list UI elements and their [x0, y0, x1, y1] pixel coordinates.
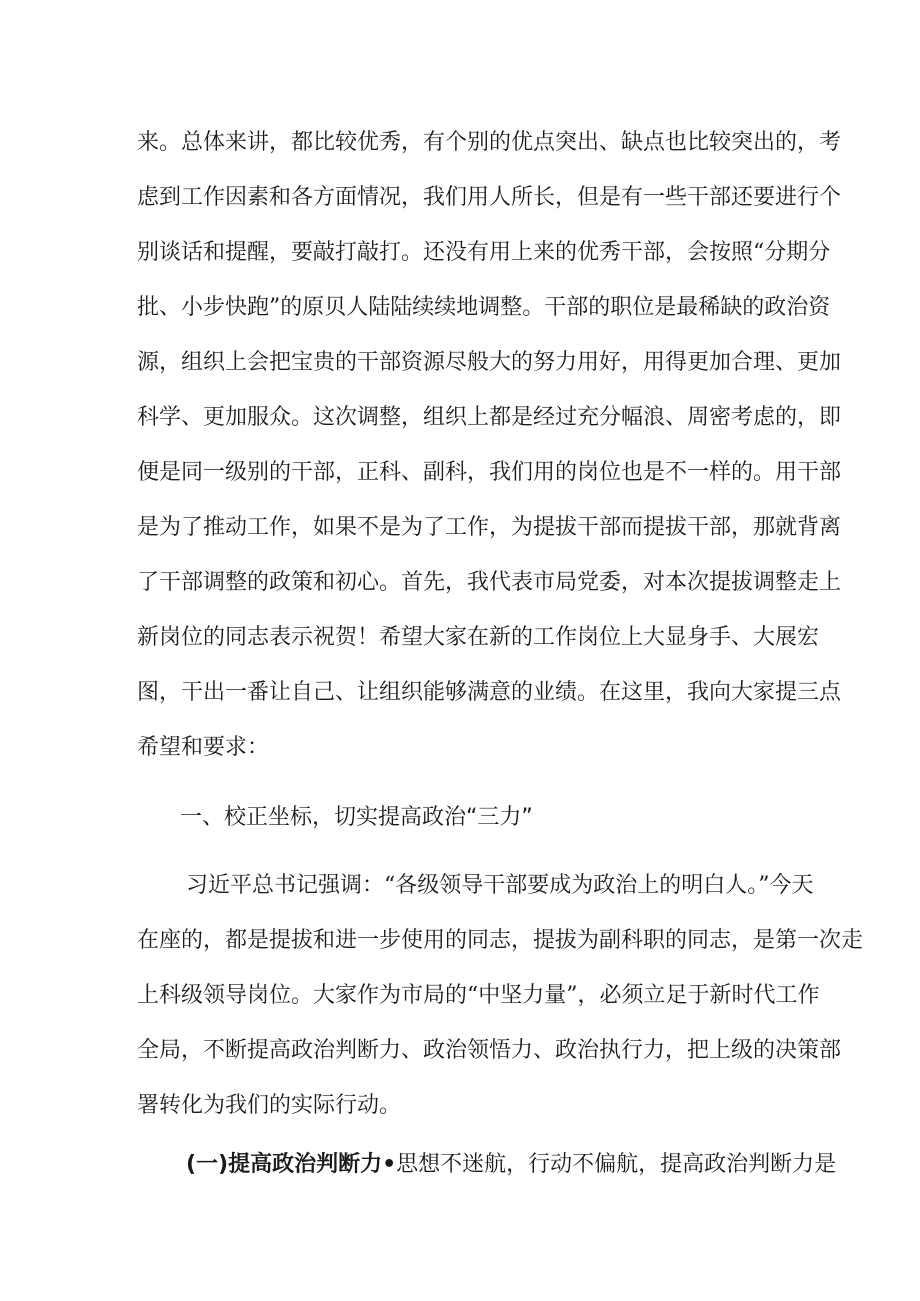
paragraph-line: 图，干出一番让自己、让组织能够满意的业绩。在这里，我向大家提三点	[137, 680, 842, 705]
paragraph-line: 来。总体来讲，都比较优秀，有个别的优点突出、缺点也比较突出的，考	[137, 130, 842, 155]
paragraph-line: 全局，不断提高政治判断力、政治领悟力、政治执行力，把上级的决策部	[137, 1038, 842, 1063]
paragraph-line: 在座的，都是提拔和进一步使用的同志，提拔为副科职的同志，是第一次走	[137, 928, 864, 953]
paragraph-line: 便是同一级别的干部，正科、副科，我们用的岗位也是不一样的。用干部	[137, 460, 842, 485]
subsection-line	[186, 1144, 837, 1184]
paragraph-line: 希望和要求：	[137, 735, 270, 760]
paragraph-line: 别谈话和提醒，要敲打敲打。还没有用上来的优秀干部，会按照“分期分	[137, 240, 831, 265]
paragraph-line: 署转化为我们的实际行动。	[137, 1093, 402, 1118]
paragraph-line: 源，组织上会把宝贵的干部资源尽般大的努力用好，用得更加合理、更加	[137, 350, 842, 375]
subsection-title: (一)提高政治判断力•	[186, 1152, 397, 1177]
paragraph-line: 虑到工作因素和各方面情况，我们用人所长，但是有一些干部还要进行个	[137, 185, 842, 210]
subsection-text: 思想不迷航，行动不偏航，提高政治判断力是	[396, 1152, 837, 1177]
section-heading: 一、校正坐标，切实提高政治“三力”	[180, 805, 533, 830]
paragraph-line: 习近平总书记强调：“各级领导干部要成为政治上的明白人。”今天	[186, 873, 814, 898]
paragraph-line: 新岗位的同志表示祝贺！希望大家在新的工作岗位上大显身手、大展宏	[137, 625, 820, 650]
paragraph-line: 批、小步快跑”的原贝人陆陆续续地调整。干部的职位是最稀缺的政治资	[137, 295, 831, 320]
paragraph-line: 了干部调整的政策和初心。首先，我代表市局党委，对本次提拔调整走上	[137, 570, 842, 595]
paragraph-line: 上科级领导岗位。大家作为市局的“中坚力量”，必须立足于新时代工作	[137, 983, 820, 1008]
paragraph-line: 科学、更加服众。这次调整，组织上都是经过充分幅浪、周密考虑的，即	[137, 405, 842, 430]
paragraph-line: 是为了推动工作，如果不是为了工作，为提拔干部而提拔干部，那就背离	[137, 515, 842, 540]
